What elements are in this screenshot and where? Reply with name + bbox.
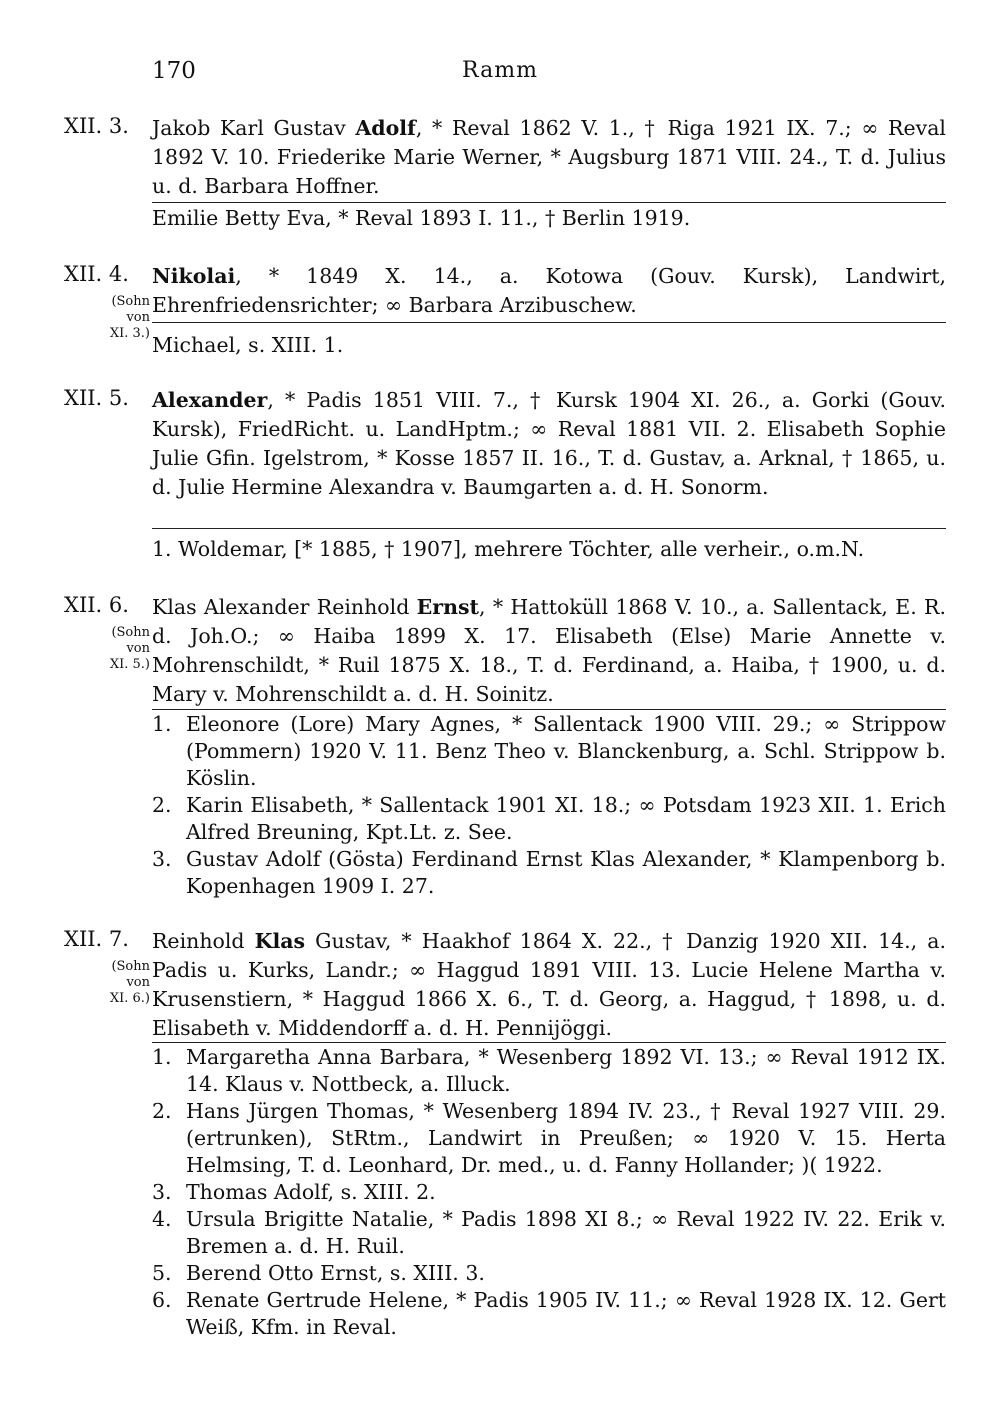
list-item	[152, 1179, 946, 1206]
parent-note	[60, 959, 150, 1007]
child-number: 1.	[152, 712, 172, 736]
child-text: Berend Otto Ernst, s. XIII. 3.	[186, 1261, 485, 1285]
separator-rule	[152, 528, 946, 529]
child-text: Ursula Brigitte Natalie, * Padis 1898 XI 8.; ∞ Reval 1922 IV. 22. Erik v. Bremen a. d. H. Ruil.	[186, 1207, 946, 1258]
list-item	[152, 1287, 946, 1341]
list-item	[152, 1260, 946, 1287]
entry-name: Ernst	[416, 595, 479, 619]
parent-note	[60, 294, 150, 342]
list-item	[152, 1206, 946, 1260]
separator-rule	[152, 322, 946, 323]
child-number: 3.	[152, 847, 172, 871]
child-number: 6.	[152, 1288, 172, 1312]
children-list	[152, 1044, 946, 1341]
child-text: Margaretha Anna Barbara, * Wesenberg 1892 VI. 13.; ∞ Reval 1912 IX. 14. Klaus v. Nottbeck, a. Illuck.	[186, 1045, 946, 1096]
page-header	[0, 58, 1000, 92]
entry-details: , * Padis 1851 VIII. 7., † Kursk 1904 XI. 26., a. Gorki (Gouv. Kursk), FriedRicht. u. LandHptm.; ∞ Reval 1881 VII. 2. Elisabeth Sophie Julie Gfin. Igelstrom, * Kosse 1857 II. 16., T. d. Gustav, a. Arknal, † 1865, u. d. Julie Hermine Alexandra v. Baumgarten a. d. H. Sonorm.	[152, 388, 946, 499]
parent-note-line: von	[126, 310, 150, 325]
entry-text	[152, 114, 946, 201]
entry-number: XII. 4.	[64, 262, 129, 286]
page-number: 170	[152, 58, 196, 84]
parent-note-line: von	[126, 641, 150, 656]
entry-number: XII. 7.	[64, 927, 129, 951]
entry-number: XII. 3.	[64, 114, 129, 138]
child-line: Emilie Betty Eva, * Reval 1893 I. 11., † Berlin 1919.	[152, 206, 691, 230]
child-number: 1.	[152, 1045, 172, 1069]
entry-number: XII. 5.	[64, 386, 129, 410]
entry-details: , * Reval 1862 V. 1., † Riga 1921 IX. 7.; ∞ Reval 1892 V. 10. Friederike Marie Werner, * Augsburg 1871 VIII. 24., T. d. Julius u. d. Barbara Hoffner.	[152, 116, 946, 198]
entry-given-names: Reinhold	[152, 929, 255, 953]
separator-rule	[152, 202, 946, 203]
entry-name: Klas	[254, 929, 306, 953]
entry-name: Adolf	[355, 116, 416, 140]
entry-given-names: Jakob Karl Gustav	[152, 116, 356, 140]
child-text: Renate Gertrude Helene, * Padis 1905 IV. 11.; ∞ Reval 1928 IX. 12. Gert Weiß, Kfm. in Reval.	[186, 1288, 946, 1339]
list-item	[152, 846, 946, 900]
running-head: Ramm	[462, 58, 538, 83]
entry-text	[152, 262, 946, 320]
children-list	[152, 711, 946, 900]
parent-note-line: XI. 6.)	[109, 991, 150, 1006]
entry-details: , * 1849 X. 14., a. Kotowa (Gouv. Kursk), Landwirt, Ehrenfriedensrichter; ∞ Barbara Arzibuschew.	[152, 264, 946, 317]
entry-details: Gustav, * Haakhof 1864 X. 22., † Danzig 1920 XII. 14., a. Padis u. Kurks, Landr.; ∞ Haggud 1891 VIII. 13. Lucie Helene Martha v. Krusenstiern, * Haggud 1866 X. 6., T. d. Georg, a. Haggud, † 1898, u. d. Elisabeth v. Middendorff a. d. H. Pennijöggi.	[152, 929, 946, 1040]
child-line: Michael, s. XIII. 1.	[152, 333, 344, 357]
entry-text	[152, 593, 946, 709]
child-text: Eleonore (Lore) Mary Agnes, * Sallentack 1900 VIII. 29.; ∞ Strippow (Pommern) 1920 V. 11. Benz Theo v. Blanckenburg, a. Schl. Strippow b. Köslin.	[186, 712, 946, 790]
child-number: 4.	[152, 1207, 172, 1231]
separator-rule	[152, 1042, 946, 1043]
parent-note-line: (Sohn	[111, 959, 150, 974]
child-number: 3.	[152, 1180, 172, 1204]
entry-text	[152, 927, 946, 1043]
entry-name: Alexander	[152, 388, 268, 412]
parent-note-line: von	[126, 975, 150, 990]
entry-name: Nikolai	[152, 264, 236, 288]
child-line: 1. Woldemar, [* 1885, † 1907], mehrere Töchter, alle verheir., o.m.N.	[152, 537, 865, 561]
entry-given-names: Klas Alexander Reinhold	[152, 595, 417, 619]
parent-note-line: XI. 5.)	[109, 657, 150, 672]
child-text: Gustav Adolf (Gösta) Ferdinand Ernst Klas Alexander, * Klampenborg b. Kopenhagen 1909 I. 27.	[186, 847, 946, 898]
child-text: Karin Elisabeth, * Sallentack 1901 XI. 18.; ∞ Potsdam 1923 XII. 1. Erich Alfred Breuning, Kpt.Lt. z. See.	[186, 793, 946, 844]
child-text: Thomas Adolf, s. XIII. 2.	[186, 1180, 436, 1204]
entry-text	[152, 386, 946, 502]
child-text: Hans Jürgen Thomas, * Wesenberg 1894 IV. 23., † Reval 1927 VIII. 29. (ertrunken), StRtm., Landwirt in Preußen; ∞ 1920 V. 15. Herta Helmsing, T. d. Leonhard, Dr. med., u. d. Fanny Hollander; )( 1922.	[186, 1099, 946, 1177]
list-item	[152, 1044, 946, 1098]
list-item	[152, 711, 946, 792]
list-item	[152, 792, 946, 846]
separator-rule	[152, 709, 946, 710]
child-number: 5.	[152, 1261, 172, 1285]
parent-note-line: XI. 3.)	[109, 326, 150, 341]
list-item	[152, 1098, 946, 1179]
parent-note	[60, 625, 150, 673]
child-number: 2.	[152, 793, 172, 817]
child-number: 2.	[152, 1099, 172, 1123]
parent-note-line: (Sohn	[111, 625, 150, 640]
entry-details: , * Hattoküll 1868 V. 10., a. Sallentack, E. R. d. Joh.O.; ∞ Haiba 1899 X. 17. Elisabeth (Else) Marie Annette v. Mohrenschildt, * Ruil 1875 X. 18., T. d. Ferdinand, a. Haiba, † 1900, u. d. Mary v. Mohrenschildt a. d. H. Soinitz.	[152, 595, 947, 706]
entry-number: XII. 6.	[64, 593, 129, 617]
parent-note-line: (Sohn	[111, 294, 150, 309]
